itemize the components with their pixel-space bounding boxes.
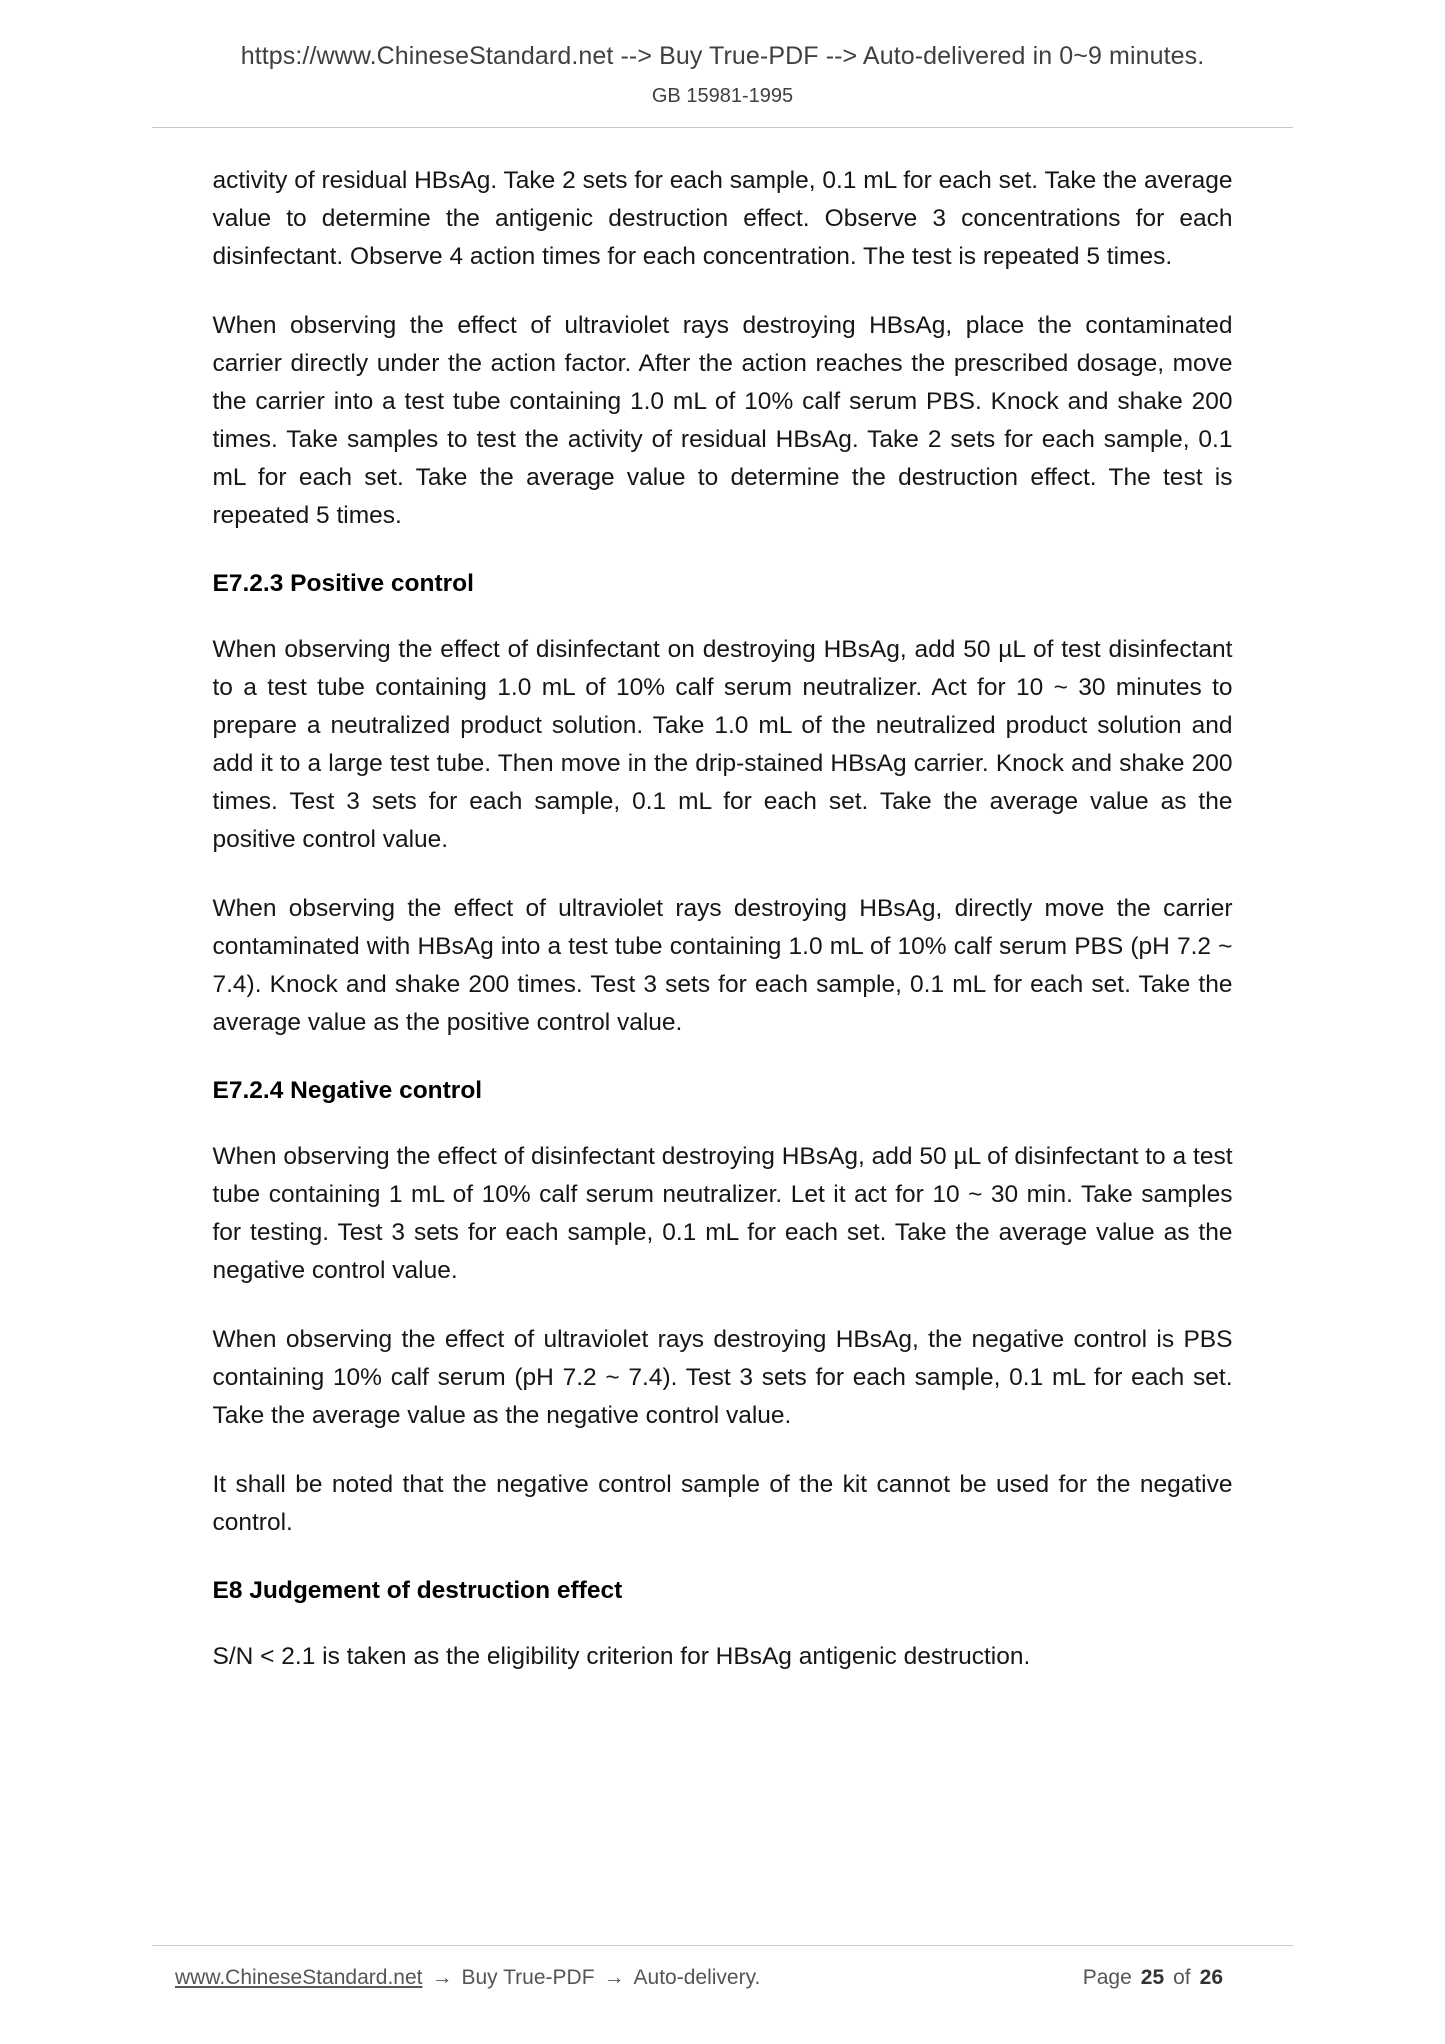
footer-delivery-text: Auto-delivery. [633,1966,761,1989]
footer-site-link[interactable]: www.ChineseStandard.net [175,1966,423,1989]
paragraph: When observing the effect of ultraviolet rays destroying HBsAg, place the contaminated carrier directly under the action factor. After the action reaches the prescribed dosage, move the carrier into a test tube containing 1.0 mL of 10% calf serum PBS. Knock and shake 200 times. Take samples to test the activity of residual HBsAg. Take 2 sets for each sample, 0.1 mL for each set. Take the average value to determine the destruction effect. The test is repeated 5 times. [212,312,1233,529]
paragraph: When observing the effect of ultraviolet rays destroying HBsAg, directly move the carrier contaminated with HBsAg into a test tube containing 1.0 mL of 10% calf serum PBS (pH 7.2 ~ 7.4). Knock and shake 200 times. Test 3 sets for each sample, 0.1 mL for each set. Take the average value as the positive control value. [212,895,1233,1036]
page-footer [0,1945,1445,1990]
section-heading-e8: E8 Judgement of destruction effect [212,1577,623,1604]
paragraph: It shall be noted that the negative control sample of the kit cannot be used for the negative control. [212,1471,1233,1536]
paragraph: activity of residual HBsAg. Take 2 sets for each sample, 0.1 mL for each set. Take the average value to determine the antigenic destruction effect. Observe 3 concentrations for each disinfectant. Observe 4 action times for each concentration. The test is repeated 5 times. [212,167,1233,270]
page-header [0,0,1445,128]
arrow-right-icon: → [603,1966,625,1989]
footer-left-group [175,1966,760,1990]
header-promo-url: https://www.ChineseStandard.net --> Buy True-PDF --> Auto-delivered in 0~9 minutes. [240,42,1205,70]
arrow-right-icon: → [431,1966,453,1989]
footer-row [152,1966,1293,1990]
header-standard-code: GB 15981-1995 [651,85,794,107]
paragraph: S/N < 2.1 is taken as the eligibility criterion for HBsAg antigenic destruction. [212,1643,1031,1670]
footer-divider [152,1945,1293,1946]
paragraph: When observing the effect of disinfectant destroying HBsAg, add 50 µL of disinfectant to a test tube containing 1 mL of 10% calf serum neutralizer. Let it act for 10 ~ 30 min. Take samples for testing. Test 3 sets for each sample, 0.1 mL for each set. Take the average value as the negative control value. [212,1143,1233,1284]
footer-page-label: Page [1082,1966,1132,1989]
footer-page-indicator [1083,1966,1223,1990]
footer-page-number: 25 [1140,1966,1165,1989]
paragraph: When observing the effect of disinfectant on destroying HBsAg, add 50 µL of test disinfectant to a test tube containing 1.0 mL of 10% calf serum neutralizer. Act for 10 ~ 30 minutes to prepare a neutralized product solution. Take 1.0 mL of the neutralized product solution and add it to a large test tube. Then move in the drip-stained HBsAg carrier. Knock and shake 200 times. Test 3 sets for each sample, 0.1 mL for each set. Take the average value as the positive control value. [212,636,1233,853]
section-heading-e7-2-3: E7.2.3 Positive control [212,570,474,597]
paragraph: When observing the effect of ultraviolet rays destroying HBsAg, the negative control is PBS containing 10% calf serum (pH 7.2 ~ 7.4). Test 3 sets for each sample, 0.1 mL for each set. Take the average value as the negative control value. [212,1326,1233,1429]
document-body [213,128,1233,1676]
footer-total-pages: 26 [1199,1966,1223,1989]
footer-buy-text: Buy True-PDF [461,1966,595,1989]
footer-of-label: of [1173,1966,1191,1989]
section-heading-e7-2-4: E7.2.4 Negative control [212,1077,483,1104]
